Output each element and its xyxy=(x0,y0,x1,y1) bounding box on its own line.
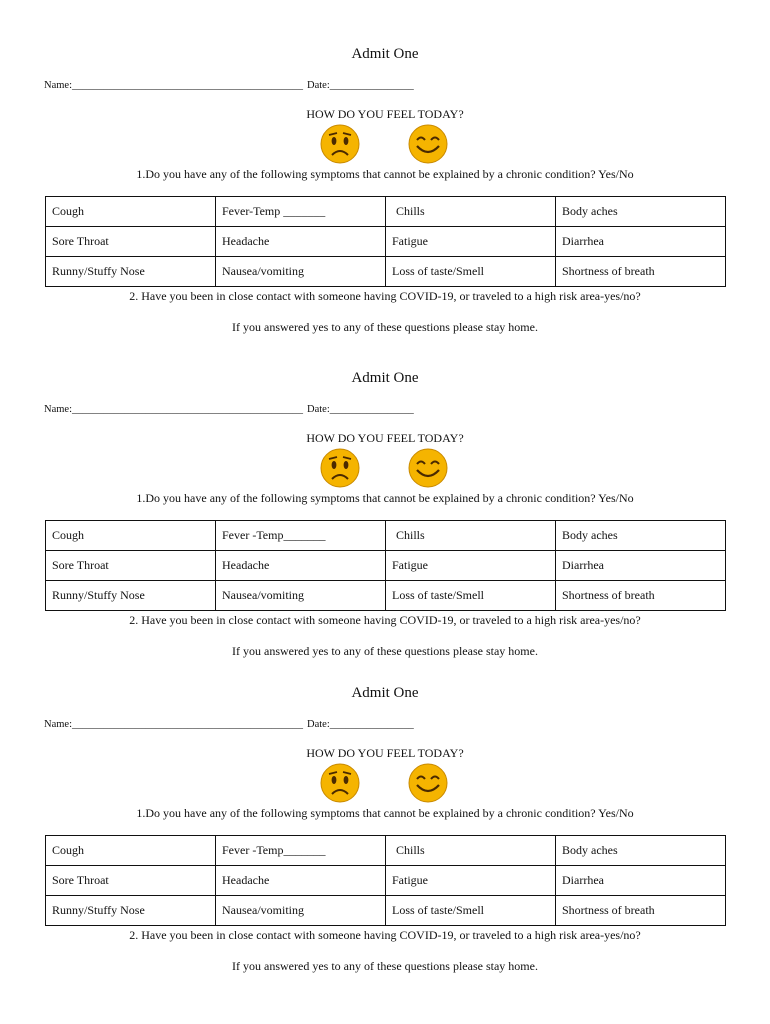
name-date-line xyxy=(44,80,414,91)
name-date-line xyxy=(44,404,414,415)
symptom-cell[interactable]: Runny/Stuffy Nose xyxy=(46,896,216,926)
stay-home-notice: If you answered yes to any of these questions please stay home. xyxy=(232,644,538,658)
symptom-cell[interactable]: Body aches xyxy=(556,521,726,551)
symptoms-table xyxy=(45,520,726,611)
table-row xyxy=(46,551,726,581)
happy-face-icon[interactable] xyxy=(408,763,448,803)
symptom-cell[interactable]: Chills xyxy=(386,197,556,227)
symptom-cell[interactable]: Body aches xyxy=(556,197,726,227)
happy-face-icon[interactable] xyxy=(408,448,448,488)
symptom-cell[interactable]: Headache xyxy=(216,551,386,581)
happy-face-icon[interactable] xyxy=(408,124,448,164)
name-label: Name: xyxy=(44,719,72,730)
date-blank[interactable]: ________________ xyxy=(329,80,414,91)
ticket-title: Admit One xyxy=(351,685,419,701)
table-row xyxy=(46,227,726,257)
ticket-title: Admit One xyxy=(351,46,419,62)
date-label: Date: xyxy=(307,404,330,415)
stay-home-notice: If you answered yes to any of these questions please stay home. xyxy=(232,320,538,334)
symptom-cell[interactable]: Fatigue xyxy=(386,551,556,581)
symptom-cell[interactable]: Diarrhea xyxy=(556,551,726,581)
symptom-cell[interactable]: Fever -Temp_______ xyxy=(216,521,386,551)
symptom-cell[interactable]: Cough xyxy=(46,836,216,866)
date-label: Date: xyxy=(307,80,330,91)
symptom-cell[interactable]: Fatigue xyxy=(386,227,556,257)
feel-question: HOW DO YOU FEEL TODAY? xyxy=(306,746,464,760)
symptom-cell[interactable]: Loss of taste/Smell xyxy=(386,257,556,287)
symptom-cell[interactable]: Shortness of breath xyxy=(556,257,726,287)
ticket-title: Admit One xyxy=(351,370,419,386)
table-row xyxy=(46,521,726,551)
date-blank[interactable]: ________________ xyxy=(329,404,414,415)
admit-ticket-2 xyxy=(0,324,770,658)
table-row xyxy=(46,257,726,287)
symptom-cell[interactable]: Loss of taste/Smell xyxy=(386,581,556,611)
name-blank[interactable]: ____________________________________________ xyxy=(72,404,303,415)
symptom-cell[interactable]: Diarrhea xyxy=(556,866,726,896)
symptom-cell[interactable]: Nausea/vomiting xyxy=(216,257,386,287)
name-blank[interactable]: ____________________________________________ xyxy=(72,719,303,730)
symptom-cell[interactable]: Nausea/vomiting xyxy=(216,896,386,926)
name-date-line xyxy=(44,719,414,730)
symptom-cell[interactable]: Nausea/vomiting xyxy=(216,581,386,611)
symptoms-table xyxy=(45,196,726,287)
symptoms-question: 1.Do you have any of the following symptoms that cannot be explained by a chronic condition? Yes/No xyxy=(136,491,634,505)
admit-ticket-3 xyxy=(0,639,770,973)
symptom-cell[interactable]: Loss of taste/Smell xyxy=(386,896,556,926)
feel-question: HOW DO YOU FEEL TODAY? xyxy=(306,431,464,445)
table-row xyxy=(46,581,726,611)
name-label: Name: xyxy=(44,404,72,415)
feel-question: HOW DO YOU FEEL TODAY? xyxy=(306,107,464,121)
symptom-cell[interactable]: Fever -Temp_______ xyxy=(216,836,386,866)
symptom-cell[interactable]: Fever-Temp _______ xyxy=(216,197,386,227)
table-row xyxy=(46,896,726,926)
symptom-cell[interactable]: Cough xyxy=(46,197,216,227)
symptoms-question: 1.Do you have any of the following symptoms that cannot be explained by a chronic condition? Yes/No xyxy=(136,806,634,820)
table-row xyxy=(46,197,726,227)
symptom-cell[interactable]: Diarrhea xyxy=(556,227,726,257)
symptom-cell[interactable]: Shortness of breath xyxy=(556,896,726,926)
table-row xyxy=(46,836,726,866)
contact-question: 2. Have you been in close contact with someone having COVID-19, or traveled to a high risk area-yes/no? xyxy=(129,289,641,303)
sad-face-icon[interactable] xyxy=(320,763,360,803)
symptom-cell[interactable]: Chills xyxy=(386,836,556,866)
contact-question: 2. Have you been in close contact with someone having COVID-19, or traveled to a high risk area-yes/no? xyxy=(129,928,641,942)
name-blank[interactable]: ____________________________________________ xyxy=(72,80,303,91)
symptom-cell[interactable]: Sore Throat xyxy=(46,866,216,896)
symptom-cell[interactable]: Sore Throat xyxy=(46,227,216,257)
symptom-cell[interactable]: Shortness of breath xyxy=(556,581,726,611)
symptom-cell[interactable]: Headache xyxy=(216,866,386,896)
contact-question: 2. Have you been in close contact with someone having COVID-19, or traveled to a high risk area-yes/no? xyxy=(129,613,641,627)
table-row xyxy=(46,866,726,896)
symptom-cell[interactable]: Headache xyxy=(216,227,386,257)
sad-face-icon[interactable] xyxy=(320,124,360,164)
symptom-cell[interactable]: Runny/Stuffy Nose xyxy=(46,581,216,611)
symptoms-question: 1.Do you have any of the following symptoms that cannot be explained by a chronic condition? Yes/No xyxy=(136,167,634,181)
admit-ticket-1 xyxy=(0,0,770,334)
symptoms-table xyxy=(45,835,726,926)
symptom-cell[interactable]: Sore Throat xyxy=(46,551,216,581)
stay-home-notice: If you answered yes to any of these questions please stay home. xyxy=(232,959,538,973)
sad-face-icon[interactable] xyxy=(320,448,360,488)
symptom-cell[interactable]: Cough xyxy=(46,521,216,551)
symptom-cell[interactable]: Chills xyxy=(386,521,556,551)
name-label: Name: xyxy=(44,80,72,91)
date-label: Date: xyxy=(307,719,330,730)
symptom-cell[interactable]: Fatigue xyxy=(386,866,556,896)
symptom-cell[interactable]: Runny/Stuffy Nose xyxy=(46,257,216,287)
symptom-cell[interactable]: Body aches xyxy=(556,836,726,866)
date-blank[interactable]: ________________ xyxy=(329,719,414,730)
